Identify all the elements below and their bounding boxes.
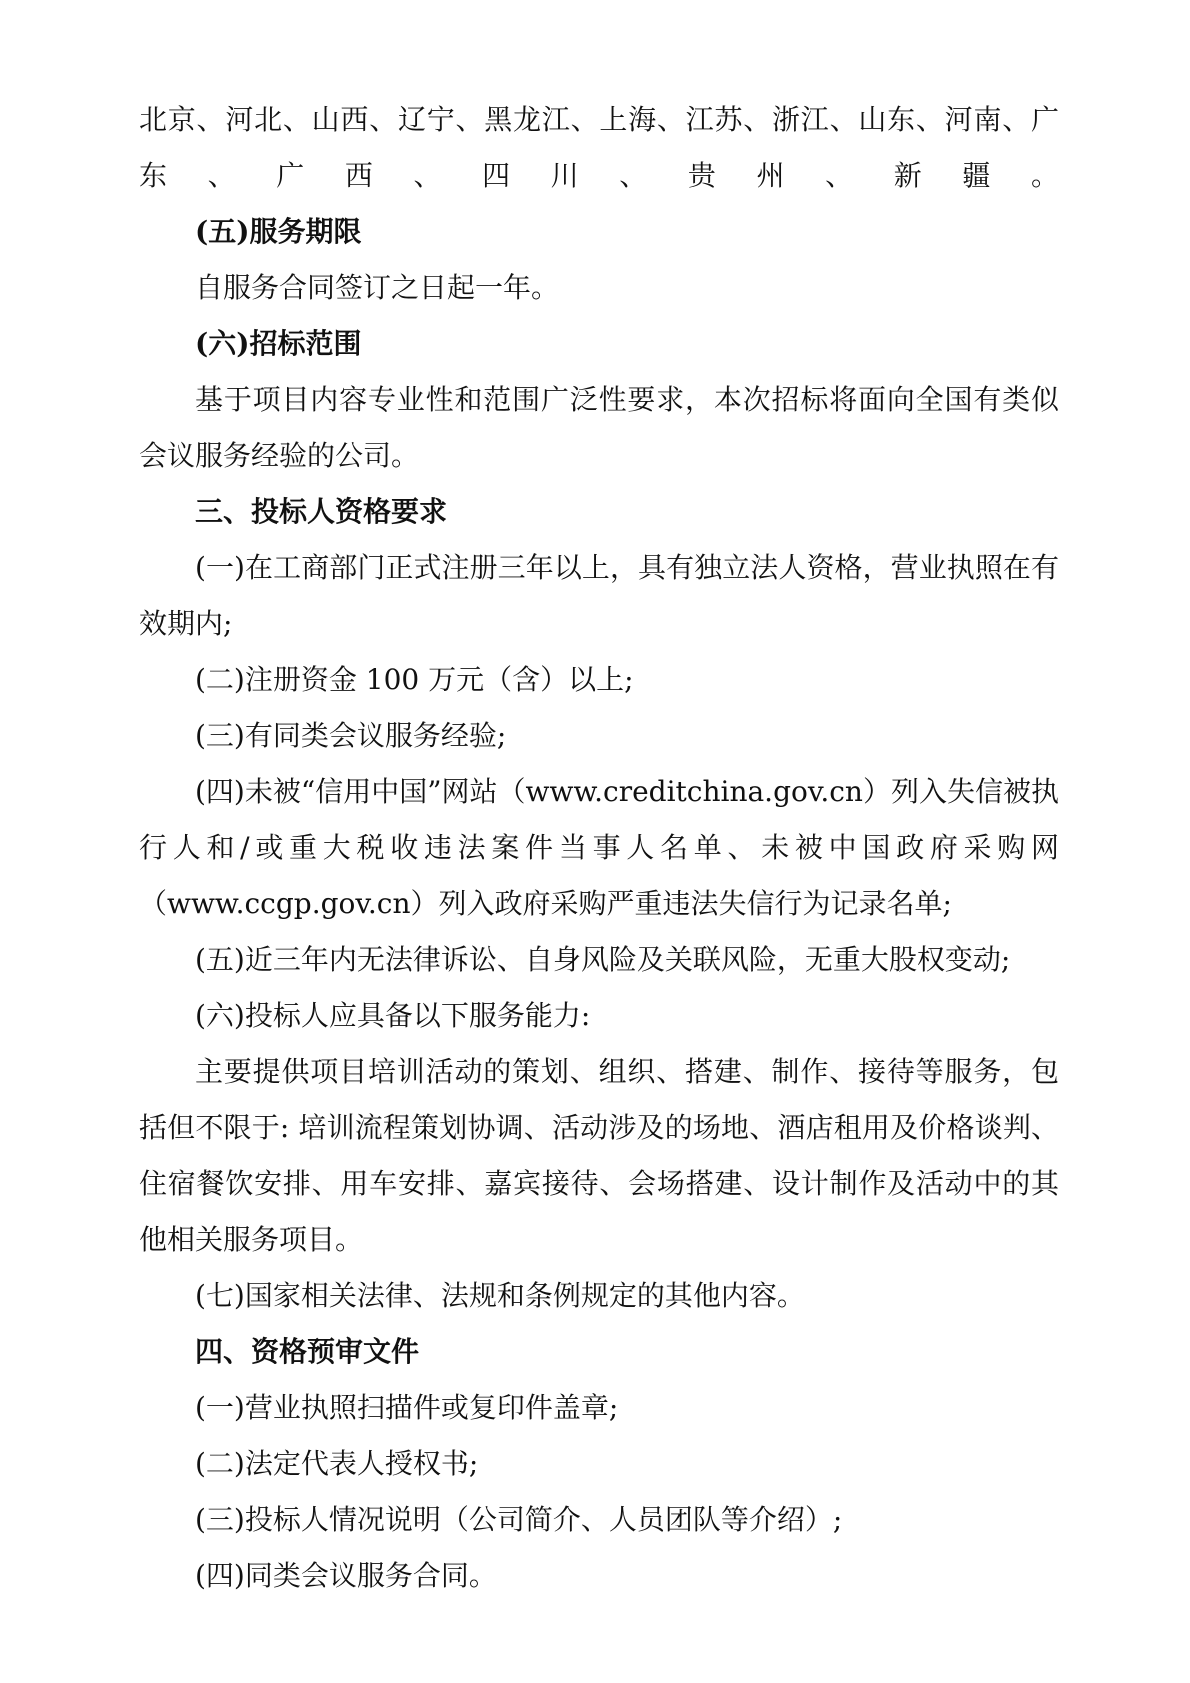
qualification-item-7: (七)国家相关法律、法规和条例规定的其他内容。 (195, 1279, 805, 1312)
qualification-item-2: (二)注册资金 100 万元（含）以上; (195, 663, 634, 696)
document-page (139, 92, 1059, 1604)
provinces-paragraph: 北京、河北、山西、辽宁、黑龙江、上海、江苏、浙江、山东、河南、广东、广西、四川、贵州、新疆。 (139, 103, 1059, 192)
document-item-3: (三)投标人情况说明（公司简介、人员团队等介绍）; (195, 1503, 843, 1536)
qualification-item-6: (六)投标人应具备以下服务能力: (195, 999, 591, 1032)
section-heading-prequalification-documents: 四、资格预审文件 (195, 1335, 420, 1368)
qualification-item-3: (三)有同类会议服务经验; (195, 719, 507, 752)
section-heading-bidding-scope: (六)招标范围 (195, 327, 362, 360)
qualification-item-5: (五)近三年内无法律诉讼、自身风险及关联风险，无重大股权变动; (195, 943, 1011, 976)
bidding-scope-text: 基于项目内容专业性和范围广泛性要求，本次招标将面向全国有类似会议服务经验的公司。 (139, 383, 1059, 472)
service-capability-detail: 主要提供项目培训活动的策划、组织、搭建、制作、接待等服务，包括但不限于: 培训流程策划协调、活动涉及的场地、酒店租用及价格谈判、住宿餐饮安排、用车安排、嘉宾接待、会场搭建、设计制作及活动中的其他相关服务项目。 (139, 1055, 1059, 1256)
document-item-2: (二)法定代表人授权书; (195, 1447, 479, 1480)
qualification-item-1: (一)在工商部门正式注册三年以上，具有独立法人资格，营业执照在有效期内; (139, 551, 1059, 640)
section-heading-bidder-qualifications: 三、投标人资格要求 (195, 495, 448, 528)
qualification-item-4: (四)未被“信用中国”网站（www.creditchina.gov.cn）列入失信被执行人和/或重大税收违法案件当事人名单、未被中国政府采购网（www.ccgp.gov.cn）列入政府采购严重违法失信行为记录名单; (139, 775, 1059, 920)
service-period-text: 自服务合同签订之日起一年。 (195, 271, 560, 304)
document-item-4: (四)同类会议服务合同。 (195, 1559, 497, 1592)
document-item-1: (一)营业执照扫描件或复印件盖章; (195, 1391, 619, 1424)
section-heading-service-period: (五)服务期限 (195, 215, 362, 248)
